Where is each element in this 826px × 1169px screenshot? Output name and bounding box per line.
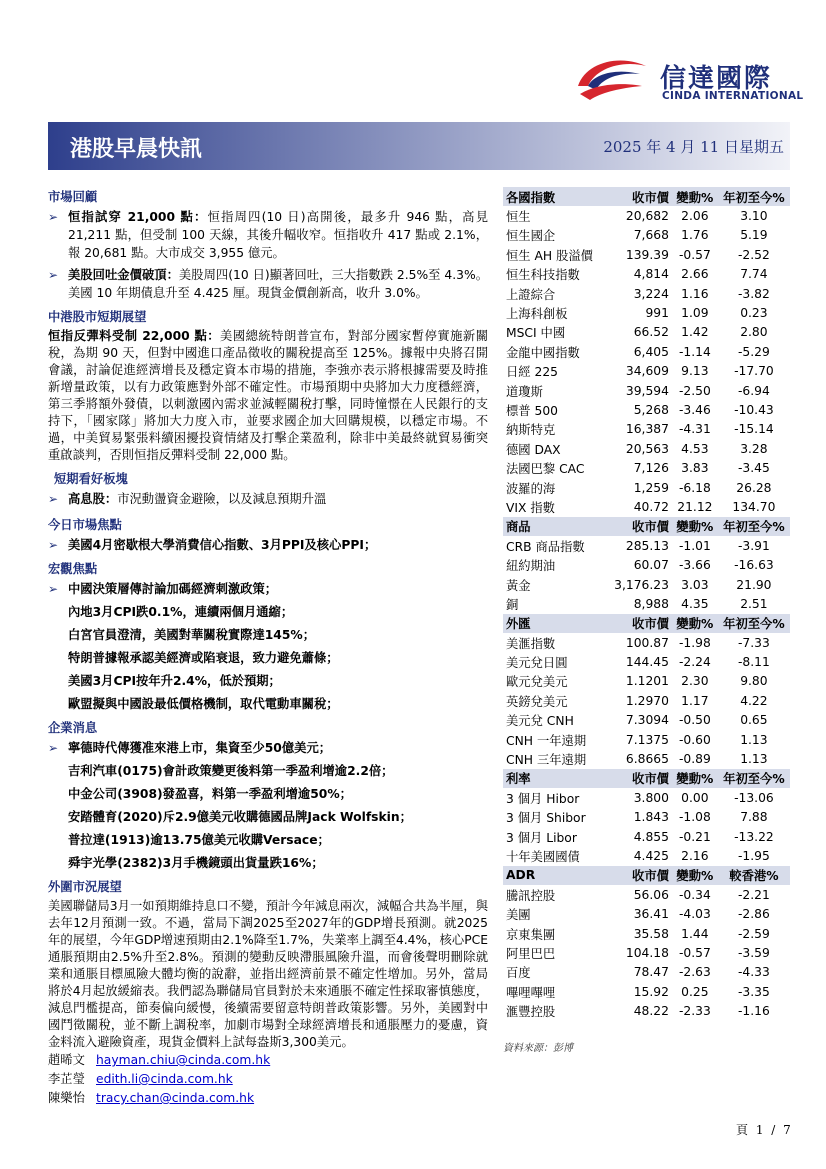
table-cell: -8.11 <box>737 655 770 670</box>
table-row <box>503 652 790 671</box>
table-cell: -4.33 <box>737 965 770 980</box>
table-cell: 3,224 <box>633 286 669 301</box>
table-cell: 道瓊斯 <box>506 384 543 399</box>
table-cell: 2.66 <box>681 267 709 282</box>
table-cell: -6.18 <box>678 480 711 495</box>
page-number: 頁 1 / 7 <box>736 1123 793 1137</box>
macro-item: 內地3月CPI跌0.1%，連續兩個月通縮； <box>68 605 294 619</box>
table-cell: MSCI 中國 <box>506 326 566 341</box>
table-section-header <box>503 769 790 788</box>
table-row <box>503 206 790 225</box>
table-cell: 上證綜合 <box>506 287 556 302</box>
table-cell: 60.07 <box>633 558 669 573</box>
arrow-bullet-icon: ➢ <box>48 210 59 224</box>
table-cell: 0.00 <box>681 790 709 805</box>
table-cell: 2.06 <box>681 209 709 224</box>
table-cell: -2.52 <box>737 247 770 262</box>
table-header-cell: 年初至今% <box>718 769 790 788</box>
table-cell: 21.12 <box>677 499 713 514</box>
arrow-bullet-icon: ➢ <box>48 492 59 506</box>
table-row <box>503 497 790 516</box>
corporate-heading: 企業消息 <box>48 721 98 735</box>
company-name-zh: 信達國際 <box>660 64 773 94</box>
sector-text: 市況動盪資金避險，以及減息預期升溫 <box>117 492 327 506</box>
corporate-item <box>48 739 488 757</box>
table-cell: 991 <box>645 306 669 321</box>
table-cell: 56.06 <box>633 887 669 902</box>
table-header-cell: 年初至今% <box>718 187 790 206</box>
table-cell: 6,405 <box>633 344 669 359</box>
table-cell: 標普 500 <box>506 403 558 418</box>
table-cell: -3.46 <box>678 402 711 417</box>
sector-bold: 高息股： <box>68 492 118 506</box>
header-band <box>48 122 790 170</box>
table-cell: -2.63 <box>678 965 711 980</box>
table-cell: 3 個月 Libor <box>506 830 577 845</box>
table-cell: 2.30 <box>681 674 709 689</box>
table-cell: 9.13 <box>681 364 709 379</box>
table-cell: 9.80 <box>740 674 768 689</box>
table-row <box>503 381 790 400</box>
short-term-text: 美國總統特朗普宣布，對部分國家暫停實施新關稅，為期 90 天，但對中國進口產品徵收的關稅提高至 125%。據報中央將召開會議，討論促進經濟增長及穩定資本市場的措施，李強亦表示將根據需要及時推新增量政策，以有力政策應對外部不確定性。市場預期中央將加大力度穩經濟，第三季將額外發債，以刺激國內需求並減輕關稅打擊，同時憧憬在人民銀行的支持下，「國家隊」將加大力度入市，並要求國企加大回購規模，以穩定市場。不過，中美貿易緊張料續困擾投資情緒及打擊企業盈利，除非中美最終就貿易衝突重啟談判，否則恒指反彈料受制 22,000 點。 <box>48 329 488 462</box>
table-row <box>503 265 790 284</box>
table-header-cell: 變動% <box>672 614 718 633</box>
item-bold: 恒指試穿 21,000 點： <box>68 210 208 224</box>
table-cell: -15.14 <box>734 422 774 437</box>
arrow-bullet-icon: ➢ <box>48 268 59 282</box>
table-row <box>503 555 790 574</box>
table-row <box>503 924 790 943</box>
table-cell: 34,609 <box>625 364 669 379</box>
table-cell: 7.74 <box>740 267 768 282</box>
table-header-cell: 收市價 <box>607 614 672 633</box>
left-column <box>48 186 488 1108</box>
table-cell: -1.16 <box>737 1004 770 1019</box>
table-header-cell: 商品 <box>503 517 607 536</box>
table-header-cell: 各國指數 <box>503 187 607 206</box>
table-row <box>503 749 790 768</box>
table-cell: -2.86 <box>737 907 770 922</box>
table-cell: 0.23 <box>740 306 768 321</box>
table-cell: 阿里巴巴 <box>506 946 556 961</box>
table-header-cell: 較香港% <box>718 866 790 885</box>
table-cell: 3 個月 Hibor <box>506 791 580 806</box>
table-row <box>503 284 790 303</box>
corporate-item: 吉利汽車(0175)會計政策變更後料第一季盈利增逾2.2倍； <box>68 764 394 778</box>
table-cell: 波羅的海 <box>506 481 556 496</box>
table-cell: 1.16 <box>681 286 709 301</box>
focus-text: 美國4月密歇根大學消費信心指數、3月PPI及核心PPI； <box>68 538 377 552</box>
table-row <box>503 827 790 846</box>
report-title: 港股早晨快訊 <box>70 137 203 162</box>
contact-name: 陳樂怡 <box>48 1091 85 1105</box>
table-cell: -3.45 <box>737 461 770 476</box>
table-cell: 15.92 <box>633 984 669 999</box>
table-cell: 上海科創板 <box>506 307 568 322</box>
table-cell: VIX 指數 <box>506 500 555 515</box>
company-logo <box>572 56 804 106</box>
contact-email-link[interactable]: tracy.chan@cinda.com.hk <box>96 1091 255 1105</box>
contact-name: 李芷瑩 <box>48 1072 85 1086</box>
table-cell: 39,594 <box>625 383 669 398</box>
short-term-heading: 中港股市短期展望 <box>48 310 147 324</box>
table-cell: 法國巴黎 CAC <box>506 462 585 477</box>
table-cell: 金龍中國指數 <box>506 345 580 360</box>
market-review-item <box>48 208 488 262</box>
table-row <box>503 963 790 982</box>
focus-item <box>48 536 488 554</box>
table-cell: -2.24 <box>678 655 711 670</box>
table-cell: -1.95 <box>737 848 770 863</box>
table-row <box>503 788 790 807</box>
table-row <box>503 594 790 613</box>
table-cell: -2.59 <box>737 926 770 941</box>
table-cell: 3.83 <box>681 461 709 476</box>
table-cell: 德國 DAX <box>506 442 561 457</box>
table-cell: -5.29 <box>737 344 770 359</box>
table-cell: 20,682 <box>625 209 669 224</box>
table-cell: -13.06 <box>734 790 774 805</box>
table-cell: -3.35 <box>737 984 770 999</box>
table-cell: 1.44 <box>681 926 709 941</box>
table-cell: 恒生科技指數 <box>506 268 580 283</box>
table-header-cell: 變動% <box>672 187 718 206</box>
table-cell: 21.90 <box>736 577 772 592</box>
table-row <box>503 342 790 361</box>
table-cell: 8,988 <box>633 596 669 611</box>
macro-item: 白宮官員澄清，美國對華關稅實際達145%； <box>68 628 316 642</box>
table-cell: 嗶哩嗶哩 <box>506 985 556 1000</box>
table-cell: 美元兌 CNH <box>506 714 574 729</box>
table-cell: 3.03 <box>681 577 709 592</box>
table-row <box>503 575 790 594</box>
table-row <box>503 711 790 730</box>
outlook-paragraph: 美國聯儲局3月一如預期維持息口不變，預計今年減息兩次，減幅合共為半厘，與去年12月預測一致。不過，當局下調2025至2027年的GDP增長預測。就2025年的展望，今年GDP增速預期由2.1%降至1.7%，失業率上調至4.4%，核心PCE通脹預期由2.5%升至2.8%。預測的變動反映滯脹風險升溫，而會後聲明刪除就業和通脹目標風險大體均衡的說辭，並指出經濟前景不確定性增加。另外，當局將於4月起放緩縮表。我們認為聯儲局官員對於未來通脹不確定性採取審慎態度，減息門檻提高，節奏偏向緩慢，後續需要留意特朗普政策影響。另外，美國對中國鬥徵關稅，並不斷上調稅率，加劇市場對全球經濟增長和通脹壓力的憂慮，資金料流入避險資產，現貨金價料上試每盎斯3,300美元。 <box>48 899 488 1049</box>
table-cell: -10.43 <box>734 402 774 417</box>
table-cell: 3 個月 Shibor <box>506 811 586 826</box>
table-cell: 日經 225 <box>506 365 558 380</box>
table-cell: 139.39 <box>625 247 669 262</box>
table-row <box>503 303 790 322</box>
table-cell: -0.57 <box>678 247 711 262</box>
table-row <box>503 536 790 555</box>
table-cell: -1.01 <box>678 538 711 553</box>
macro-item <box>48 580 488 598</box>
arrow-bullet-icon: ➢ <box>48 582 59 596</box>
table-header-cell: 變動% <box>672 866 718 885</box>
table-cell: 歐元兌美元 <box>506 675 568 690</box>
item-text: 恒指周四(10 日)高開後，最多升 946 點，高見 21,211 點，但受制 100 天線，其後升幅收窄。恒指收升 417 點或 2.1%，報 20,681 點。大市成交 3,955 億元。 <box>68 210 488 260</box>
table-cell: -4.31 <box>678 422 711 437</box>
table-cell: 35.58 <box>633 926 669 941</box>
table-header-cell: 變動% <box>672 517 718 536</box>
table-cell: 1.2970 <box>625 693 669 708</box>
macro-item: 特朗普據報承認美經濟或陷衰退，致力避免蕭條； <box>68 651 339 665</box>
table-row <box>503 458 790 477</box>
table-cell: 4.425 <box>633 848 669 863</box>
table-section-header <box>503 187 790 206</box>
table-cell: 26.28 <box>736 480 772 495</box>
corporate-item: 中金公司(3908)發盈喜，料第一季盈利增逾50%； <box>68 787 352 801</box>
table-header-cell: 利率 <box>503 769 607 788</box>
table-cell: CRB 商品指數 <box>506 539 585 554</box>
table-cell: -6.94 <box>737 383 770 398</box>
corporate-item: 舜宇光學(2382)3月手機鏡頭出貨量跌16%； <box>68 856 324 870</box>
table-cell: 1.13 <box>740 752 768 767</box>
table-cell: 2.80 <box>740 325 768 340</box>
table-section-header <box>503 517 790 536</box>
market-review-item <box>48 266 488 302</box>
table-cell: -0.34 <box>678 887 711 902</box>
table-cell: -3.66 <box>678 558 711 573</box>
table-cell: -2.33 <box>678 1004 711 1019</box>
table-cell: 1,259 <box>633 480 669 495</box>
table-cell: 恒生 <box>506 210 531 225</box>
table-cell: -0.50 <box>678 713 711 728</box>
table-cell: -0.60 <box>678 732 711 747</box>
focus-heading: 今日市場焦點 <box>48 518 122 532</box>
table-header-cell: 外匯 <box>503 614 607 633</box>
table-cell: 134.70 <box>732 499 776 514</box>
table-row <box>503 478 790 497</box>
table-cell: -2.50 <box>678 383 711 398</box>
table-cell: 美滙指數 <box>506 636 556 651</box>
table-cell: 7.88 <box>740 810 768 825</box>
item-bold: 美股回吐金價破頂： <box>68 268 179 282</box>
table-cell: 滙豐控股 <box>506 1005 556 1020</box>
table-row <box>503 323 790 342</box>
table-cell: 美團 <box>506 908 531 923</box>
table-cell: -13.22 <box>734 829 774 844</box>
table-row <box>503 633 790 652</box>
table-cell: -3.82 <box>737 286 770 301</box>
table-cell: 5.19 <box>740 228 768 243</box>
corporate-item: 普拉達(1913)逾13.75億美元收購Versace； <box>68 833 330 847</box>
table-cell: 7.3094 <box>625 713 669 728</box>
table-cell: 0.25 <box>681 984 709 999</box>
table-cell: 5,268 <box>633 402 669 417</box>
table-row <box>503 245 790 264</box>
report-date: 2025 年 4 月 11 日星期五 <box>603 138 784 156</box>
table-cell: 恒生國企 <box>506 229 556 244</box>
table-cell: -17.70 <box>734 364 774 379</box>
table-cell: 銅 <box>506 597 519 612</box>
table-section-header <box>503 614 790 633</box>
table-cell: 1.13 <box>740 732 768 747</box>
table-row <box>503 672 790 691</box>
table-cell: 4.855 <box>633 829 669 844</box>
table-row <box>503 904 790 923</box>
table-cell: 285.13 <box>625 538 669 553</box>
table-cell: 京東集團 <box>506 927 556 942</box>
table-cell: -3.91 <box>737 538 770 553</box>
table-cell: 100.87 <box>625 635 669 650</box>
macro-item: 歐盟擬與中國設最低價格機制，取代電動車關稅； <box>68 697 339 711</box>
table-cell: CNH 一年遠期 <box>506 733 587 748</box>
item-text: 美股周四(10 日)顯著回吐，三大指數跌 2.5%至 4.3%。美國 10 年期債息升至 4.425 厘。現貨金價創新高，收升 3.0%。 <box>68 268 488 300</box>
table-cell: 2.16 <box>681 848 709 863</box>
table-cell: -2.21 <box>737 887 770 902</box>
table-cell: 1.76 <box>681 228 709 243</box>
table-cell: -0.21 <box>678 829 711 844</box>
table-cell: 恒生 AH 股溢價 <box>506 248 593 263</box>
table-cell: 4,814 <box>633 267 669 282</box>
corporate-text: 寧德時代傳獲准來港上市，集資至少50億美元； <box>68 741 332 755</box>
table-cell: -3.59 <box>737 945 770 960</box>
table-cell: 1.843 <box>633 810 669 825</box>
short-term-bold: 恒指反彈料受制 22,000 點： <box>48 329 221 343</box>
short-term-paragraph <box>48 328 488 464</box>
table-cell: 7,126 <box>633 461 669 476</box>
table-header-cell: ADR <box>503 866 607 885</box>
table-header-cell: 收市價 <box>607 769 672 788</box>
contact-email-link[interactable]: hayman.chiu@cinda.com.hk <box>96 1053 271 1067</box>
table-cell: 3.28 <box>740 441 768 456</box>
table-row <box>503 226 790 245</box>
table-row <box>503 362 790 381</box>
table-row <box>503 885 790 904</box>
table-row <box>503 846 790 865</box>
table-cell: 騰訊控股 <box>506 888 556 903</box>
table-cell: 美元兌日圓 <box>506 656 568 671</box>
table-cell: -1.08 <box>678 810 711 825</box>
table-header-cell: 年初至今% <box>718 517 790 536</box>
table-header-cell: 收市價 <box>607 187 672 206</box>
table-cell: 1.09 <box>681 306 709 321</box>
arrow-bullet-icon: ➢ <box>48 741 59 755</box>
table-cell: 7.1375 <box>625 732 669 747</box>
table-cell: 百度 <box>506 966 531 981</box>
table-cell: 納斯特克 <box>506 423 556 438</box>
table-cell: 7,668 <box>633 228 669 243</box>
contact-name: 趙晞文 <box>48 1053 85 1067</box>
table-cell: -0.57 <box>678 945 711 960</box>
table-row <box>503 400 790 419</box>
table-cell: 36.41 <box>633 907 669 922</box>
contact-row <box>48 1070 488 1089</box>
table-cell: -4.03 <box>678 907 711 922</box>
table-header-cell: 變動% <box>672 769 718 788</box>
table-cell: 4.35 <box>681 596 709 611</box>
outlook-heading: 外圍市況展望 <box>48 880 122 894</box>
table-row <box>503 808 790 827</box>
table-cell: 6.8665 <box>625 752 669 767</box>
macro-item: 美國3月CPI按年升2.4%，低於預期； <box>68 674 281 688</box>
table-cell: 66.52 <box>633 325 669 340</box>
table-cell: -7.33 <box>737 635 770 650</box>
macro-heading: 宏觀焦點 <box>48 562 98 576</box>
table-cell: 3.800 <box>633 790 669 805</box>
contact-row <box>48 1089 488 1108</box>
table-row <box>503 1001 790 1020</box>
table-cell: 紐約期油 <box>506 559 556 574</box>
table-row <box>503 982 790 1001</box>
table-section-header <box>503 866 790 885</box>
table-cell: 黃金 <box>506 578 531 593</box>
table-header-cell: 收市價 <box>607 866 672 885</box>
company-name-en: CINDA INTERNATIONAL <box>662 90 804 102</box>
table-cell: 4.53 <box>681 441 709 456</box>
cinda-swoosh-icon <box>572 56 652 106</box>
table-row <box>503 439 790 458</box>
table-cell: -1.98 <box>678 635 711 650</box>
table-row <box>503 730 790 749</box>
table-cell: 1.42 <box>681 325 709 340</box>
table-cell: CNH 三年遠期 <box>506 753 587 768</box>
table-cell: 0.65 <box>740 713 768 728</box>
corporate-item: 安踏體育(2020)斥2.9億美元收購德國品牌Jack Wolfskin； <box>68 810 412 824</box>
table-row <box>503 691 790 710</box>
table-cell: 1.17 <box>681 693 709 708</box>
table-cell: 3,176.23 <box>614 577 669 592</box>
table-cell: 16,387 <box>625 422 669 437</box>
data-source: 資料來源：彭博 <box>503 1043 573 1054</box>
table-cell: 40.72 <box>633 499 669 514</box>
contact-row <box>48 1051 488 1070</box>
macro-text: 中國決策層傳討論加碼經濟刺激政策； <box>68 582 278 596</box>
table-row <box>503 420 790 439</box>
table-cell: -0.89 <box>678 752 711 767</box>
table-cell: 十年美國國債 <box>506 849 580 864</box>
market-data-table <box>503 187 790 1021</box>
table-cell: 2.51 <box>740 596 768 611</box>
table-cell: 英鎊兌美元 <box>506 694 568 709</box>
table-cell: 20,563 <box>625 441 669 456</box>
arrow-bullet-icon: ➢ <box>48 538 59 552</box>
table-cell: 48.22 <box>633 1004 669 1019</box>
contact-list <box>48 1051 488 1108</box>
table-cell: 1.1201 <box>625 674 669 689</box>
sectors-heading: 短期看好板塊 <box>54 472 128 486</box>
sector-item <box>48 490 488 508</box>
market-review-heading: 市場回顧 <box>48 190 98 204</box>
table-cell: -1.14 <box>678 344 711 359</box>
contact-email-link[interactable]: edith.li@cinda.com.hk <box>96 1072 233 1086</box>
table-row <box>503 943 790 962</box>
table-cell: 104.18 <box>625 945 669 960</box>
table-cell: 4.22 <box>740 693 768 708</box>
table-cell: -16.63 <box>734 558 774 573</box>
table-cell: 144.45 <box>625 655 669 670</box>
table-header-cell: 年初至今% <box>718 614 790 633</box>
table-header-cell: 收市價 <box>607 517 672 536</box>
table-cell: 78.47 <box>633 965 669 980</box>
table-cell: 3.10 <box>740 209 768 224</box>
